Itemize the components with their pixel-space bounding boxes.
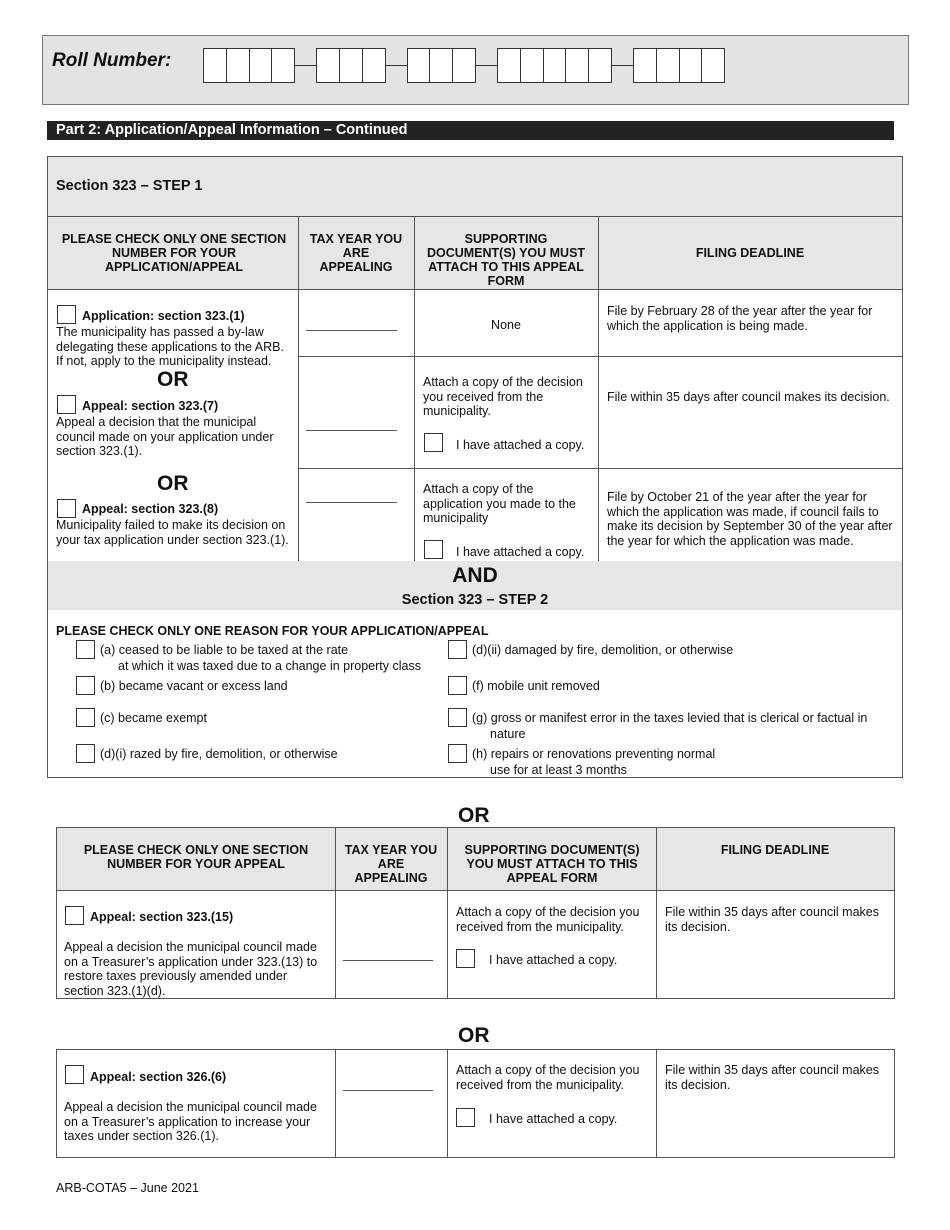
application-323-1-description: The municipality has passed a by-law delegating these applications to the ARB. If not, apply to the municipality instead. [56, 325, 284, 368]
attached-326-6-label: I have attached a copy. [489, 1112, 618, 1126]
roll-digit-box[interactable] [316, 48, 340, 83]
roll-digit-box[interactable] [497, 48, 521, 83]
reason-a-label-cont: at which it was taxed due to a change in property class [118, 659, 421, 673]
appeal-323-15-checkbox[interactable] [65, 906, 84, 925]
roll-digit-box[interactable] [429, 48, 453, 83]
roll-digit-box[interactable] [679, 48, 703, 83]
tax-year-323-7-field[interactable] [306, 430, 397, 431]
reason-f-label: (f) mobile unit removed [472, 679, 600, 693]
roll-separator [294, 65, 316, 66]
reason-h-label-cont: use for at least 3 months [490, 763, 627, 777]
appeal-323-15-title: Appeal: section 323.(15) [90, 910, 234, 924]
reason-d-ii-label: (d)(ii) damaged by fire, demolition, or otherwise [472, 643, 734, 657]
step1-header-tax-year: TAX YEAR YOU ARE APPEALING [309, 232, 403, 274]
reason-a-checkbox[interactable] [76, 640, 95, 659]
attached-323-8-checkbox[interactable] [424, 540, 443, 559]
reason-g-checkbox[interactable] [448, 708, 467, 727]
documents-323-1: None [491, 318, 521, 332]
reason-d-i-checkbox[interactable] [76, 744, 95, 763]
reason-d-i-label: (d)(i) razed by fire, demolition, or otherwise [100, 747, 338, 761]
roll-digit-box[interactable] [452, 48, 476, 83]
table2-header-section: PLEASE CHECK ONLY ONE SECTION NUMBER FOR YOUR APPEAL [83, 843, 309, 871]
roll-digit-box[interactable] [203, 48, 227, 83]
reason-b-label: (b) became vacant or excess land [100, 679, 288, 693]
form-footer: ARB-COTA5 – June 2021 [56, 1181, 199, 1195]
step1-header-documents: SUPPORTING DOCUMENT(S) YOU MUST ATTACH TO THIS APPEAL FORM [426, 232, 586, 288]
appeal-326-6-description: Appeal a decision the municipal council made on a Treasurer’s application to increase your taxes under section 326.(1). [64, 1100, 317, 1143]
attached-323-7-checkbox[interactable] [424, 433, 443, 452]
roll-digit-box[interactable] [407, 48, 431, 83]
or-label-1: OR [157, 368, 189, 391]
roll-number-label: Roll Number: [52, 50, 172, 71]
reason-c-label: (c) became exempt [100, 711, 207, 725]
appeal-323-7-title: Appeal: section 323.(7) [82, 399, 219, 413]
reason-a-label: (a) ceased to be liable to be taxed at the rate [100, 643, 349, 657]
step2-instruction: PLEASE CHECK ONLY ONE REASON FOR YOUR APPLICATION/APPEAL [56, 624, 489, 638]
deadline-323-15: File within 35 days after council makes its decision. [665, 905, 879, 934]
deadline-323-1: File by February 28 of the year after the year for which the application is being made. [607, 304, 873, 333]
deadline-323-8: File by October 21 of the year after the year for which the application was made, if council fails to make its decision by September 30 of the year after the year for which the application was made. [607, 490, 893, 548]
application-323-1-checkbox[interactable] [57, 305, 76, 324]
reason-g-label: (g) gross or manifest error in the taxes levied that is clerical or factual in [472, 711, 868, 725]
attached-323-15-label: I have attached a copy. [489, 953, 618, 967]
reason-h-checkbox[interactable] [448, 744, 467, 763]
roll-digit-box[interactable] [362, 48, 386, 83]
appeal-323-7-checkbox[interactable] [57, 395, 76, 414]
roll-digit-box[interactable] [701, 48, 725, 83]
roll-digit-box[interactable] [633, 48, 657, 83]
deadline-323-7: File within 35 days after council makes its decision. [607, 390, 890, 404]
tax-year-326-6-field[interactable] [343, 1090, 433, 1091]
reason-g-label-cont: nature [490, 727, 526, 741]
application-323-1-title: Application: section 323.(1) [82, 309, 245, 323]
reason-d-ii-checkbox[interactable] [448, 640, 467, 659]
deadline-326-6: File within 35 days after council makes its decision. [665, 1063, 879, 1092]
step1-header-deadline: FILING DEADLINE [695, 246, 805, 260]
roll-separator [385, 65, 407, 66]
appeal-323-15-description: Appeal a decision the municipal council made on a Treasurer’s application under 323.(13) to restore taxes previously amended under section 323.(1)(d). [64, 940, 318, 998]
documents-323-8: Attach a copy of the application you made to the municipality [423, 482, 576, 525]
or-label-4: OR [458, 1024, 490, 1047]
roll-digit-box[interactable] [543, 48, 567, 83]
appeal-323-8-description: Municipality failed to make its decision on your tax application under section 323.(1). [56, 518, 289, 547]
roll-digit-box[interactable] [588, 48, 612, 83]
roll-digit-box[interactable] [249, 48, 273, 83]
documents-326-6: Attach a copy of the decision you received from the municipality. [456, 1063, 640, 1092]
roll-separator [475, 65, 497, 66]
step2-title: Section 323 – STEP 2 [401, 592, 549, 608]
roll-digit-box[interactable] [565, 48, 589, 83]
roll-digit-box[interactable] [520, 48, 544, 83]
or-label-3: OR [458, 804, 490, 827]
part-2-header: Part 2: Application/Appeal Information – Continued [47, 121, 894, 140]
table2-header-tax-year: TAX YEAR YOU ARE APPEALING [344, 843, 438, 885]
roll-digit-box[interactable] [226, 48, 250, 83]
roll-digit-box[interactable] [271, 48, 295, 83]
reason-b-checkbox[interactable] [76, 676, 95, 695]
table2-header-documents: SUPPORTING DOCUMENT(S) YOU MUST ATTACH TO THIS APPEAL FORM [464, 843, 640, 885]
roll-digit-box[interactable] [656, 48, 680, 83]
reason-f-checkbox[interactable] [448, 676, 467, 695]
roll-digit-box[interactable] [339, 48, 363, 83]
appeal-323-8-title: Appeal: section 323.(8) [82, 502, 219, 516]
tax-year-323-15-field[interactable] [343, 960, 433, 961]
and-label: AND [452, 564, 498, 587]
documents-323-15: Attach a copy of the decision you received from the municipality. [456, 905, 640, 934]
appeal-326-6-title: Appeal: section 326.(6) [90, 1070, 227, 1084]
step1-title: Section 323 – STEP 1 [56, 178, 203, 194]
step1-header-section: PLEASE CHECK ONLY ONE SECTION NUMBER FOR YOUR APPLICATION/APPEAL [61, 232, 287, 274]
or-label-2: OR [157, 472, 189, 495]
appeal-323-7-description: Appeal a decision that the municipal council made on your application under section 323.(1). [56, 415, 274, 458]
roll-separator [611, 65, 633, 66]
table2-header-deadline: FILING DEADLINE [720, 843, 830, 857]
attached-323-7-label: I have attached a copy. [456, 438, 585, 452]
appeal-323-8-checkbox[interactable] [57, 499, 76, 518]
attached-323-8-label: I have attached a copy. [456, 545, 585, 559]
attached-323-15-checkbox[interactable] [456, 949, 475, 968]
reason-h-label: (h) repairs or renovations preventing normal [472, 747, 716, 761]
appeal-326-6-checkbox[interactable] [65, 1065, 84, 1084]
tax-year-323-8-field[interactable] [306, 502, 397, 503]
reason-c-checkbox[interactable] [76, 708, 95, 727]
tax-year-323-1-field[interactable] [306, 330, 397, 331]
documents-323-7: Attach a copy of the decision you received from the municipality. [423, 375, 583, 418]
attached-326-6-checkbox[interactable] [456, 1108, 475, 1127]
